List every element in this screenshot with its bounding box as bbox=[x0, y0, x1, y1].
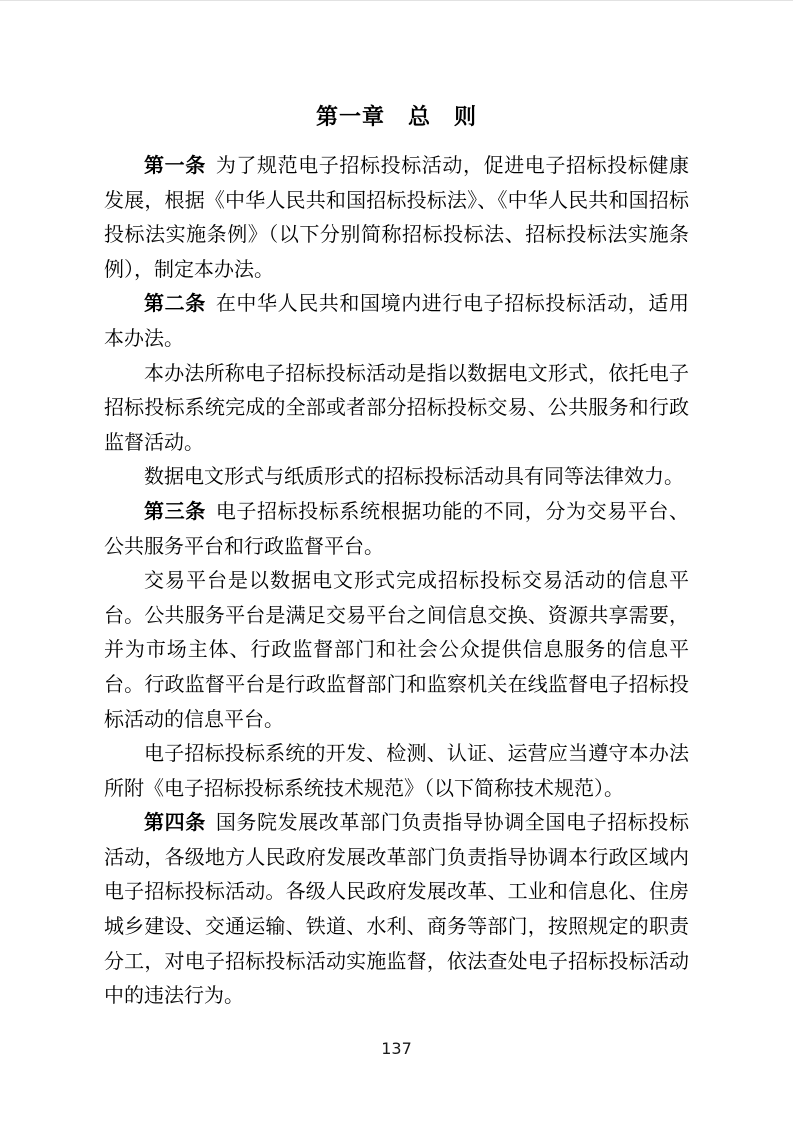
page-number: 137 bbox=[381, 1039, 412, 1058]
paragraph-text: 交易平台是以数据电文形式完成招标投标交易活动的信息平台。公共服务平台是满足交易平台之间信息交换、资源共享需要，并为市场主体、行政监督部门和社会公众提供信息服务的信息平台。行政监督平台是行政监督部门和监察机关在线监督电子招标投标活动的信息平台。 bbox=[104, 570, 689, 731]
paragraph-article-2-definition bbox=[104, 357, 689, 461]
paragraph-article-1 bbox=[104, 149, 689, 287]
paragraph-article-2 bbox=[104, 287, 689, 356]
paragraph-article-3-spec bbox=[104, 737, 689, 806]
paragraph-article-3 bbox=[104, 495, 689, 564]
paragraph-text: 本办法所称电子招标投标活动是指以数据电文形式，依托电子招标投标系统完成的全部或者部分招标投标交易、公共服务和行政监督活动。 bbox=[104, 362, 689, 454]
paragraph-article-2-equivalence bbox=[104, 460, 689, 495]
chapter-title: 第一章 总 则 bbox=[315, 104, 477, 129]
article-number: 第二条 bbox=[144, 293, 206, 316]
paragraph-article-4 bbox=[104, 806, 689, 1014]
paragraph-text: 为了规范电子招标投标活动，促进电子招标投标健康发展，根据《中华人民共和国招标投标法》、《中华人民共和国招标投标法实施条例》（以下分别简称招标投标法、招标投标法实施条例），制定本办法。 bbox=[104, 155, 690, 281]
paragraph-text: 电子招标投标系统根据功能的不同，分为交易平台、公共服务平台和行政监督平台。 bbox=[104, 500, 690, 558]
paragraph-text: 在中华人民共和国境内进行电子招标投标活动，适用本办法。 bbox=[104, 293, 690, 350]
article-number: 第三条 bbox=[144, 500, 206, 523]
article-number: 第一条 bbox=[144, 155, 206, 177]
paragraph-text: 国务院发展改革部门负责指导协调全国电子招标投标活动，各级地方人民政府发展改革部门负责指导协调本行政区域内电子招标投标活动。各级人民政府发展改革、工业和信息化、住房城乡建设、交通运输、铁道、水利、商务等部门，按照规定的职责分工，对电子招标投标活动实施监督，依法查处电子招标投标活动中的违法行为。 bbox=[104, 812, 690, 1008]
article-number: 第四条 bbox=[144, 812, 206, 835]
paragraph-text: 数据电文形式与纸质形式的招标投标活动具有同等法律效力。 bbox=[144, 466, 684, 489]
paragraph-article-3-platforms bbox=[104, 564, 689, 737]
paragraph-text: 电子招标投标系统的开发、检测、认证、运营应当遵守本办法所附《电子招标投标系统技术规范》（以下简称技术规范）。 bbox=[104, 743, 689, 800]
document-content bbox=[104, 99, 689, 1014]
